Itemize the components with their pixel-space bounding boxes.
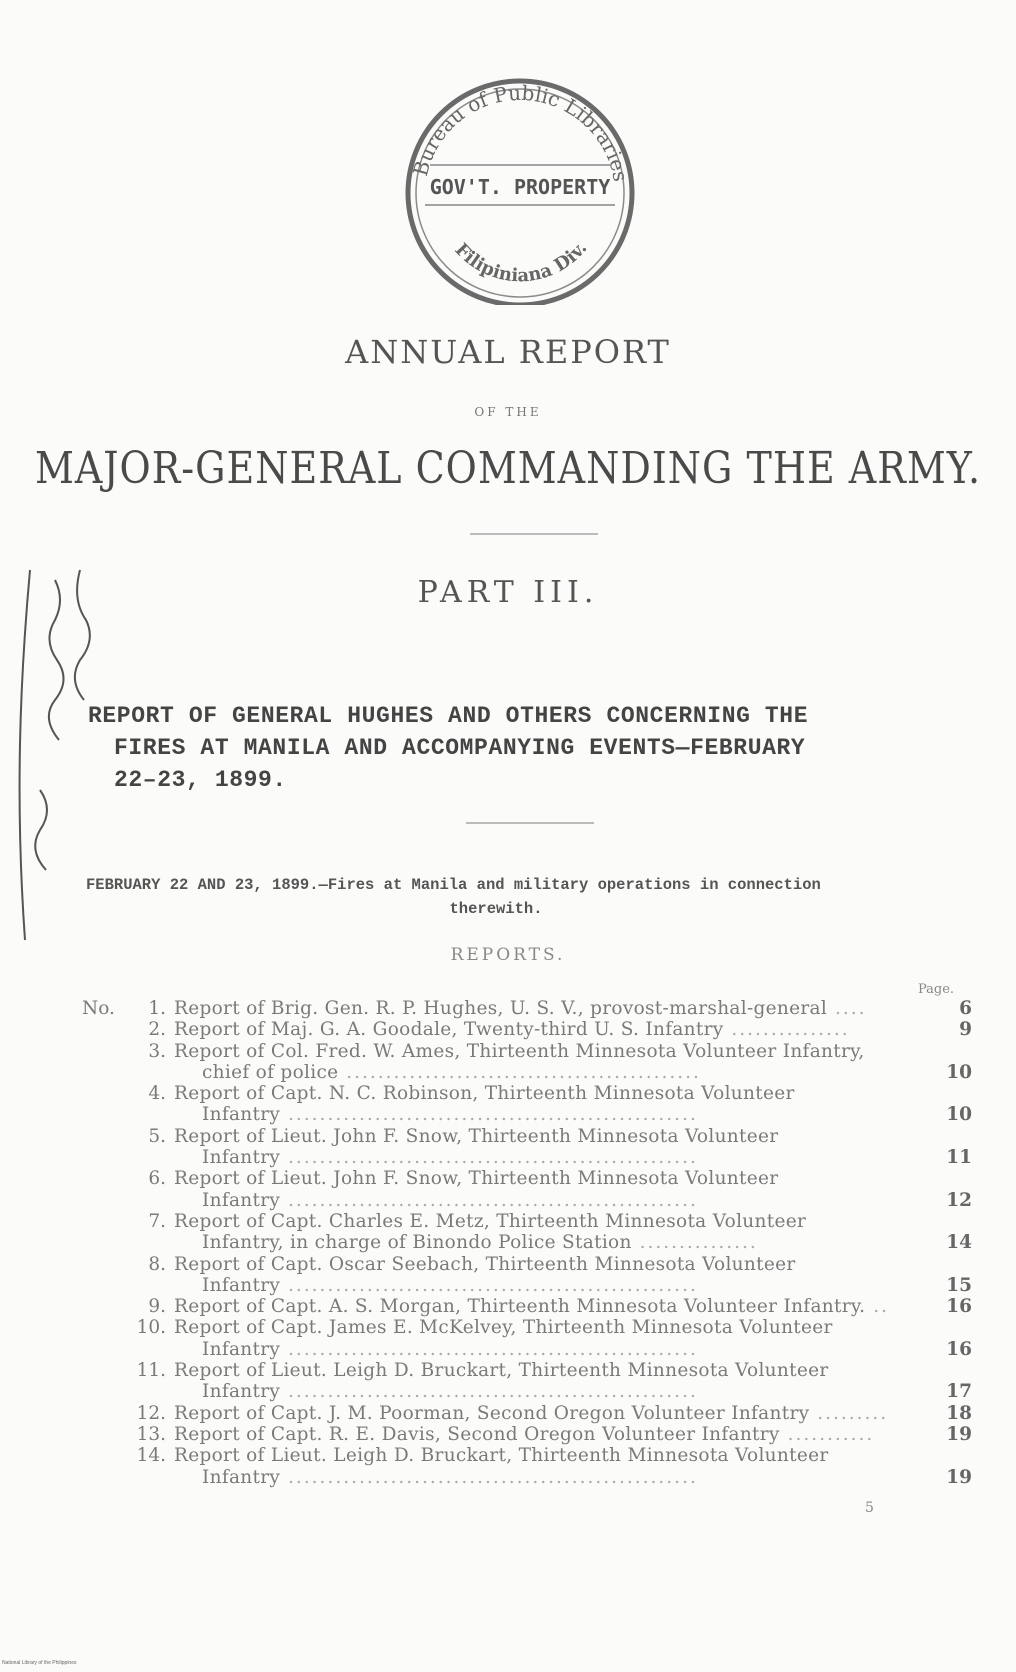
- toc-entry-line1: Report of Maj. G. A. Goodale, Twenty-third U. S. Infantry ...............: [174, 1019, 850, 1041]
- report-heading-line3: 22–23, 1899.: [114, 767, 287, 793]
- toc-page-number: 10: [946, 1104, 972, 1126]
- toc-row: [82, 1254, 972, 1297]
- dot-leader: ....: [827, 998, 867, 1019]
- february-line1: FEBRUARY 22 AND 23, 1899.—Fires at Manila and military operations in connection: [86, 876, 821, 894]
- toc-number: 12.: [136, 1402, 166, 1424]
- toc-page-number: 9: [959, 1019, 972, 1041]
- annual-report-title: ANNUAL REPORT: [345, 333, 671, 371]
- toc-prefix: [82, 1445, 128, 1488]
- toc-entry-line1: Report of Brig. Gen. R. P. Hughes, U. S. V., provost-marshal-general ....: [174, 998, 867, 1019]
- report-heading-line2: FIRES AT MANILA AND ACCOMPANYING EVENTS—FEBRUARY: [114, 735, 806, 761]
- toc-entry-line1: Report of Col. Fred. W. Ames, Thirteenth Minnesota Volunteer Infantry,: [174, 1040, 865, 1062]
- february-summary: [86, 873, 976, 921]
- toc-number: 5.: [148, 1125, 166, 1147]
- toc-entry-text: [174, 1019, 972, 1040]
- toc-row: [82, 1083, 972, 1126]
- dot-leader: ..: [865, 1296, 890, 1318]
- table-of-contents: [82, 998, 972, 1488]
- toc-page-number: 6: [959, 998, 972, 1019]
- toc-prefix: [82, 1168, 128, 1211]
- divider: [470, 533, 598, 535]
- toc-row: [82, 1296, 972, 1317]
- toc-prefix: [82, 1083, 128, 1126]
- toc-entry-line1: Report of Lieut. John F. Snow, Thirteenth Minnesota Volunteer: [174, 1125, 779, 1147]
- toc-prefix: [82, 1019, 128, 1040]
- toc-entry-line2: Infantry ....................................................: [202, 1104, 698, 1126]
- toc-row: [82, 1403, 972, 1424]
- toc-page-number: 19: [946, 1423, 972, 1445]
- toc-number: 2.: [148, 1019, 166, 1041]
- toc-entry-line1: Report of Lieut. John F. Snow, Thirteenth Minnesota Volunteer: [174, 1168, 779, 1190]
- toc-number: 3.: [148, 1040, 166, 1062]
- toc-row: [82, 1168, 972, 1211]
- toc-page-number: 16: [946, 1338, 972, 1360]
- toc-entry-text: [174, 1083, 972, 1126]
- toc-prefix: [82, 1317, 128, 1360]
- toc-row: [82, 1041, 972, 1084]
- report-heading-line1: REPORT OF GENERAL HUGHES AND OTHERS CONCERNING THE: [88, 703, 809, 729]
- toc-page-number: 16: [946, 1296, 972, 1318]
- toc-number: 6.: [148, 1168, 166, 1190]
- of-the-label: OF THE: [474, 405, 542, 419]
- dot-leader: .............................................: [338, 1061, 701, 1083]
- handwritten-annotation: [0, 560, 100, 960]
- toc-prefix: [82, 1254, 128, 1297]
- toc-entry-line1: Report of Lieut. Leigh D. Bruckart, Thirteenth Minnesota Volunteer: [174, 1360, 829, 1382]
- toc-entry-line1: Report of Capt. J. M. Poorman, Second Oregon Volunteer Infantry .........: [174, 1402, 889, 1424]
- dot-leader: ....................................................: [280, 1338, 698, 1360]
- toc-entry-text: [174, 998, 972, 1019]
- toc-row: [82, 1019, 972, 1040]
- footer-credit: National Library of the Philippines: [2, 1660, 77, 1666]
- dot-leader: ....................................................: [280, 1466, 698, 1488]
- toc-row: [82, 1126, 972, 1169]
- toc-entry-line1: Report of Capt. A. S. Morgan, Thirteenth Minnesota Volunteer Infantry. ..: [174, 1296, 890, 1318]
- toc-prefix: [82, 1296, 128, 1317]
- page-column-label: Page.: [918, 982, 955, 997]
- toc-entry-text: [174, 1317, 972, 1360]
- toc-row: [82, 1317, 972, 1360]
- toc-entry-text: [174, 1403, 972, 1424]
- dot-leader: ....................................................: [280, 1381, 698, 1403]
- february-line2: therewith.: [449, 900, 543, 918]
- divider: [466, 822, 594, 824]
- toc-row: [82, 1445, 972, 1488]
- dot-leader: ....................................................: [280, 1189, 698, 1211]
- toc-entry-line2: Infantry ....................................................: [202, 1338, 698, 1360]
- toc-row: [82, 1424, 972, 1445]
- toc-number: 10.: [136, 1317, 166, 1339]
- toc-entry-line2: Infantry ....................................................: [202, 1189, 698, 1211]
- toc-number: 13.: [136, 1423, 166, 1445]
- dot-leader: ....................................................: [280, 1147, 698, 1169]
- major-general-title: MAJOR-GENERAL COMMANDING THE ARMY.: [34, 442, 982, 494]
- toc-page-number: 14: [946, 1232, 972, 1254]
- svg-text:Bureau of Public Libraries: Bureau of Public Libraries: [408, 80, 633, 184]
- dot-leader: ....................................................: [280, 1104, 698, 1126]
- toc-prefix: [82, 1360, 128, 1403]
- toc-entry-text: [174, 1126, 972, 1169]
- toc-entry-line2: Infantry ....................................................: [202, 1381, 698, 1403]
- toc-page-number: 11: [946, 1147, 972, 1169]
- toc-entry-line1: Report of Capt. Charles E. Metz, Thirteenth Minnesota Volunteer: [174, 1210, 807, 1232]
- toc-number: 9.: [148, 1296, 166, 1318]
- toc-entry-line1: Report of Capt. R. E. Davis, Second Oregon Volunteer Infantry ...........: [174, 1423, 875, 1445]
- toc-entry-text: [174, 1254, 972, 1297]
- toc-entry-text: [174, 1445, 972, 1488]
- report-heading: [88, 700, 978, 796]
- dot-leader: ...............: [631, 1232, 758, 1254]
- toc-prefix: [82, 1041, 128, 1084]
- toc-page-number: 10: [946, 1061, 972, 1083]
- toc-number: 14.: [136, 1445, 166, 1467]
- dot-leader: .........: [809, 1402, 889, 1424]
- toc-entry-line2: Infantry ....................................................: [202, 1147, 698, 1169]
- toc-page-number: 18: [946, 1402, 972, 1424]
- toc-entry-line1: Report of Lieut. Leigh D. Bruckart, Thirteenth Minnesota Volunteer: [174, 1445, 829, 1467]
- toc-entry-text: [174, 1424, 972, 1445]
- dot-leader: ...............: [723, 1019, 850, 1041]
- reports-heading: REPORTS.: [450, 945, 566, 965]
- toc-page-number: 15: [946, 1274, 972, 1296]
- toc-entry-line1: Report of Capt. Oscar Seebach, Thirteenth Minnesota Volunteer: [174, 1253, 796, 1275]
- dot-leader: ....................................................: [280, 1274, 698, 1296]
- toc-entry-text: [174, 1041, 972, 1084]
- toc-prefix: [82, 1403, 128, 1424]
- dot-leader: ...........: [779, 1423, 875, 1445]
- toc-prefix: [82, 1424, 128, 1445]
- toc-number: 11.: [136, 1360, 166, 1382]
- toc-prefix: [82, 1211, 128, 1254]
- toc-prefix: No.: [82, 998, 115, 1019]
- part-title: PART III.: [417, 575, 599, 610]
- toc-entry-line2: Infantry ....................................................: [202, 1274, 698, 1296]
- toc-entry-line2: chief of police .............................................: [202, 1061, 701, 1083]
- toc-entry-text: [174, 1296, 972, 1317]
- toc-page-number: 12: [946, 1189, 972, 1211]
- toc-entry-line2: Infantry ....................................................: [202, 1466, 698, 1488]
- toc-number: 1.: [148, 998, 166, 1019]
- toc-entry-text: [174, 1360, 972, 1403]
- page-number: 5: [865, 1500, 874, 1516]
- svg-text:GOV'T. PROPERTY: GOV'T. PROPERTY: [429, 175, 611, 199]
- toc-entry-line2: Infantry, in charge of Binondo Police Station ...............: [202, 1232, 758, 1254]
- toc-row: [82, 1211, 972, 1254]
- toc-number: 7.: [148, 1210, 166, 1232]
- toc-number: 4.: [148, 1083, 166, 1105]
- toc-number: 8.: [148, 1253, 166, 1275]
- toc-row: [82, 1360, 972, 1403]
- toc-entry-text: [174, 1168, 972, 1211]
- toc-page-number: 19: [946, 1466, 972, 1488]
- svg-text:Filipiniana Div.: Filipiniana Div.: [450, 237, 592, 287]
- toc-page-number: 17: [946, 1381, 972, 1403]
- library-stamp: [385, 75, 655, 305]
- toc-entry-text: [174, 1211, 972, 1254]
- toc-entry-line1: Report of Capt. James E. McKelvey, Thirteenth Minnesota Volunteer: [174, 1317, 833, 1339]
- toc-prefix: [82, 1126, 128, 1169]
- toc-row: [82, 998, 972, 1019]
- toc-entry-line1: Report of Capt. N. C. Robinson, Thirteenth Minnesota Volunteer: [174, 1083, 795, 1105]
